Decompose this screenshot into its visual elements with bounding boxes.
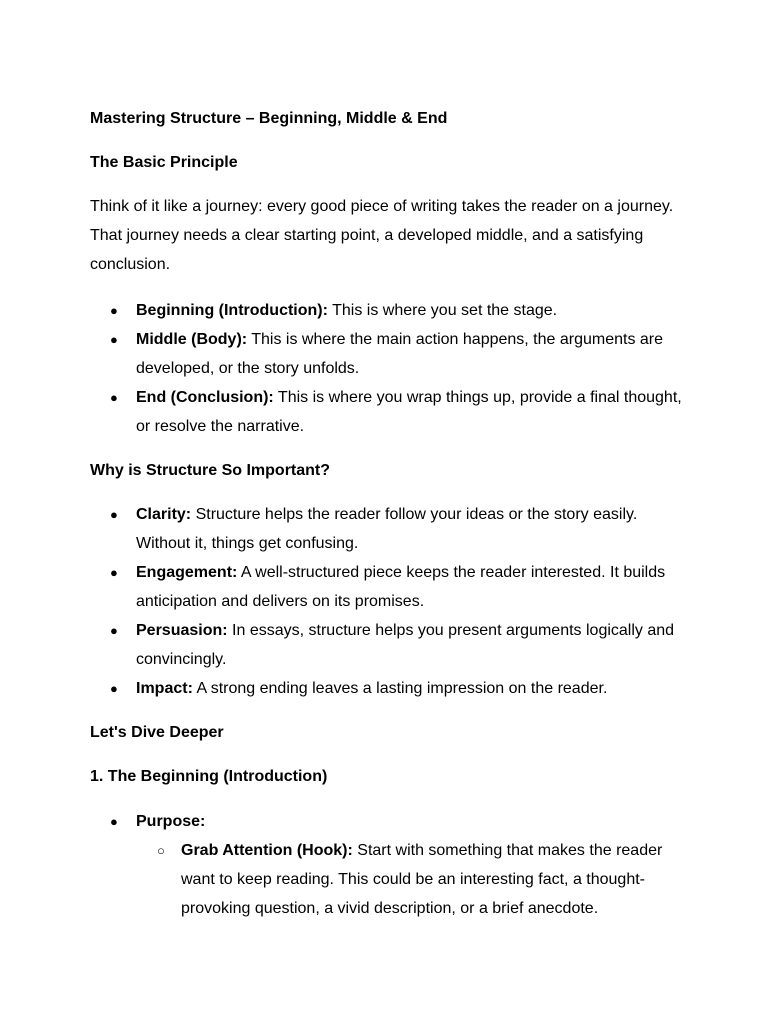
bullet-icon: ● xyxy=(110,332,118,347)
list-item-text: This is where you set the stage. xyxy=(327,302,558,319)
list-item-label: Beginning (Introduction): xyxy=(136,302,328,319)
list-item-text: This is where the main action happens, the arguments are developed, or the story unfolds. xyxy=(136,331,664,377)
list-item-label: Engagement: xyxy=(136,564,238,581)
bullet-icon: ● xyxy=(110,565,118,580)
bullet-icon: ● xyxy=(110,681,118,696)
hollow-bullet-icon: ○ xyxy=(157,843,165,858)
bullet-icon: ● xyxy=(110,623,118,638)
sub-list-item-label: Grab Attention (Hook): xyxy=(181,842,353,859)
purpose-list xyxy=(90,807,690,923)
list-item-label: Middle (Body): xyxy=(136,331,248,348)
purpose-sublist xyxy=(136,836,690,923)
section-heading-basic-principle: The Basic Principle xyxy=(90,154,238,171)
list-item-text: Structure helps the reader follow your ideas or the story easily. Without it, things get confusing. xyxy=(136,506,638,552)
list-item xyxy=(90,616,690,674)
list-item xyxy=(90,500,690,558)
section-heading-importance: Why is Structure So Important? xyxy=(90,462,331,479)
list-item xyxy=(90,325,690,383)
document-title: Mastering Structure – Beginning, Middle & End xyxy=(90,110,448,127)
list-item xyxy=(90,296,690,325)
list-item-text: A well-structured piece keeps the reader interested. It builds anticipation and delivers on its promises. xyxy=(136,564,666,610)
list-item xyxy=(90,674,690,703)
bullet-icon: ● xyxy=(110,507,118,522)
reasons-list xyxy=(90,500,690,703)
list-item-label: Purpose: xyxy=(136,813,206,830)
bullet-icon: ● xyxy=(110,814,118,829)
list-item-label: Impact: xyxy=(136,680,193,697)
bullet-icon: ● xyxy=(110,303,118,318)
list-item xyxy=(90,558,690,616)
list-item-text: In essays, structure helps you present arguments logically and convincingly. xyxy=(136,622,675,668)
list-item-label: Clarity: xyxy=(136,506,192,523)
subsection-heading-beginning: 1. The Beginning (Introduction) xyxy=(90,768,328,785)
parts-list xyxy=(90,296,690,441)
sub-list-item-text: Start with something that makes the reader want to keep reading. This could be an interesting fact, a thought-provoking question, a vivid description, or a brief anecdote. xyxy=(181,842,663,917)
section-heading-dive-deeper: Let's Dive Deeper xyxy=(90,724,224,741)
list-item-label: Persuasion: xyxy=(136,622,228,639)
list-item-text: A strong ending leaves a lasting impression on the reader. xyxy=(192,680,608,697)
intro-paragraph: Think of it like a journey: every good piece of writing takes the reader on a journey. That journey needs a clear starting point, a developed middle, and a satisfying conclusion. xyxy=(90,198,674,273)
bullet-icon: ● xyxy=(110,390,118,405)
sub-list-item xyxy=(136,836,690,923)
list-item-text: This is where you wrap things up, provide a final thought, or resolve the narrative. xyxy=(136,389,682,435)
list-item xyxy=(90,383,690,441)
list-item xyxy=(90,807,690,923)
list-item-label: End (Conclusion): xyxy=(136,389,274,406)
